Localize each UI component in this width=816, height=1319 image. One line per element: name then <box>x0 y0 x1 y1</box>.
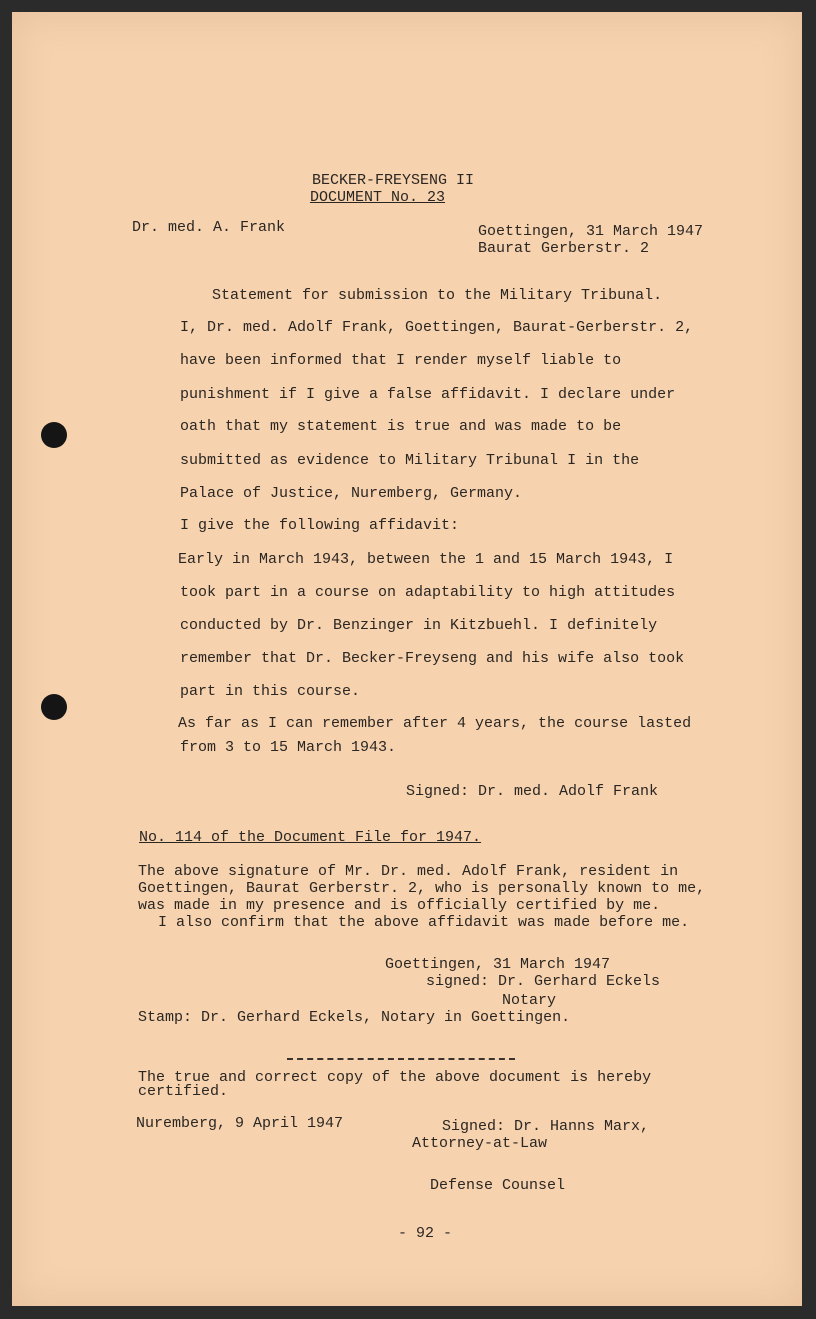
sender: Dr. med. A. Frank <box>132 219 286 236</box>
statement-line: remember that Dr. Becker-Freyseng and his wife also took <box>180 650 685 667</box>
statement-line: oath that my statement is true and was made to be <box>180 418 622 435</box>
header-line2: DOCUMENT No. 23 <box>310 189 446 206</box>
statement-line: part in this course. <box>180 683 361 700</box>
header-line1: BECKER-FREYSENG II <box>312 172 475 189</box>
notary-signature: signed: Dr. Gerhard Eckels <box>426 973 661 990</box>
punch-hole-top <box>41 422 67 448</box>
statement-line: Early in March 1943, between the 1 and 15 March 1943, I <box>178 551 674 568</box>
notary-line: Goettingen, Baurat Gerberstr. 2, who is personally known to me, <box>138 880 706 897</box>
notary-line: was made in my presence and is officially certified by me. <box>138 897 661 914</box>
counsel-signature: Signed: Dr. Hanns Marx, <box>442 1118 650 1135</box>
counsel-role: Defense Counsel <box>430 1177 566 1194</box>
notary-place-date: Goettingen, 31 March 1947 <box>385 956 611 973</box>
statement-line: from 3 to 15 March 1943. <box>180 739 397 756</box>
separator-line <box>287 1058 515 1060</box>
affiant-signature: Signed: Dr. med. Adolf Frank <box>406 783 659 800</box>
document-file-number: No. 114 of the Document File for 1947. <box>139 829 482 846</box>
statement-line: As far as I can remember after 4 years, the course lasted <box>178 715 692 732</box>
statement-line: I give the following affidavit: <box>180 517 460 534</box>
certification-line2: certified. <box>138 1083 229 1100</box>
place-date-line2: Baurat Gerberstr. 2 <box>478 240 650 257</box>
counsel-title: Attorney-at-Law <box>412 1135 548 1152</box>
statement-line: took part in a course on adaptability to high attitudes <box>180 584 676 601</box>
notary-line: I also confirm that the above affidavit was made before me. <box>158 914 690 931</box>
notary-stamp: Stamp: Dr. Gerhard Eckels, Notary in Goettingen. <box>138 1009 571 1026</box>
statement-line: submitted as evidence to Military Tribunal I in the <box>180 452 640 469</box>
page-number: - 92 - <box>398 1225 453 1242</box>
statement-line: have been informed that I render myself liable to <box>180 352 622 369</box>
certification-line1: The true and correct copy of the above document is hereby <box>138 1069 652 1086</box>
statement-line: punishment if I give a false affidavit. I declare under <box>180 386 676 403</box>
statement-title: Statement for submission to the Military Tribunal. <box>212 287 663 304</box>
statement-line: I, Dr. med. Adolf Frank, Goettingen, Baurat-Gerberstr. 2, <box>180 319 694 336</box>
punch-hole-bottom <box>41 694 67 720</box>
place-date-line1: Goettingen, 31 March 1947 <box>478 223 704 240</box>
notary-title: Notary <box>502 992 557 1009</box>
certification-place-date: Nuremberg, 9 April 1947 <box>136 1115 344 1132</box>
statement-line: conducted by Dr. Benzinger in Kitzbuehl. I definitely <box>180 617 658 634</box>
document-page <box>12 12 802 1306</box>
statement-line: Palace of Justice, Nuremberg, Germany. <box>180 485 523 502</box>
notary-line: The above signature of Mr. Dr. med. Adolf Frank, resident in <box>138 863 679 880</box>
